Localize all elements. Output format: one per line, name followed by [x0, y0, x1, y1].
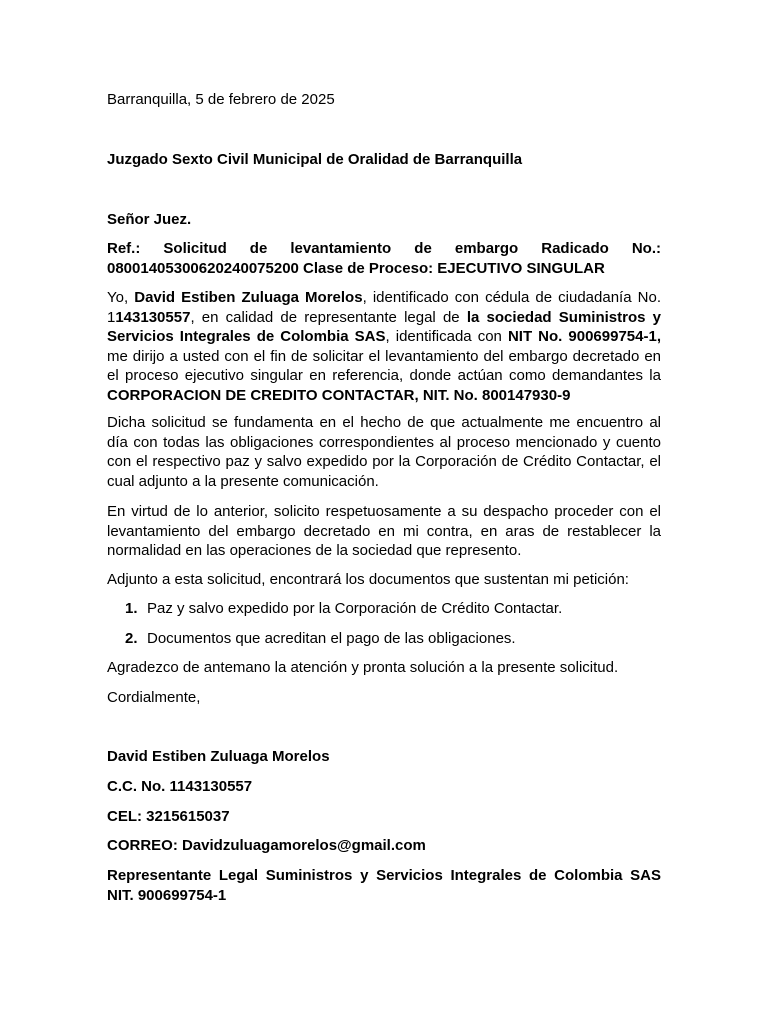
reference-line-1: Ref.: Solicitud de levantamiento de embargo Radicado No.:	[107, 240, 661, 257]
para1-name: David Estiben Zuluaga Morelos	[134, 289, 363, 306]
closing: Cordialmente,	[107, 689, 201, 706]
signature-role-line-1: Representante Legal Suministros y Servicios Integrales de Colombia SAS	[107, 867, 661, 884]
list-text: Paz y salvo expedido por la Corporación de Crédito Contactar.	[147, 600, 563, 617]
reference-line-2: 08001405300620240075200 Clase de Proceso: EJECUTIVO SINGULAR	[107, 259, 605, 277]
para1-plaintiff: CORPORACION DE CREDITO CONTACTAR, NIT. No. 800147930-9	[107, 386, 571, 404]
paragraph-request: En virtud de lo anterior, solicito respetuosamente a su despacho proceder con el levantamiento del embargo decretado en mi contra, en aras de restablecer la normalidad en las operaciones de la sociedad que represento.	[107, 503, 661, 559]
place-date: Barranquilla, 5 de febrero de 2025	[107, 91, 335, 108]
signature-role	[107, 866, 661, 905]
para1-text-2: , identificado con cédula de ciudadanía No. 1	[107, 289, 661, 326]
court-name: Juzgado Sexto Civil Municipal de Oralidad de Barranquilla	[107, 151, 523, 168]
para1-text-3: , en calidad de representante legal de	[190, 308, 467, 326]
paragraph-basis: Dicha solicitud se fundamenta en el hecho de que actualmente me encuentro al día con todas las obligaciones correspondientes al proceso mencionado y cuento con el respectivo paz y salvo expedido por la Corporación de Crédito Contactar, el cual adjunto a la presente comunicación.	[107, 414, 661, 490]
para1-text-1: Yo,	[107, 289, 135, 306]
para1-nit: NIT No. 900699754-1,	[507, 328, 661, 345]
paragraph-thanks: Agradezco de antemano la atención y pronta solución a la presente solicitud.	[107, 659, 619, 676]
para1-text-4: , identificada con	[385, 328, 508, 345]
list-text: Documentos que acreditan el pago de las obligaciones.	[147, 630, 516, 647]
salutation: Señor Juez.	[107, 211, 192, 228]
reference	[107, 239, 661, 278]
list-number: 1.	[125, 600, 138, 617]
paragraph-intro	[107, 288, 661, 405]
paragraph-attachments: Adjunto a esta solicitud, encontrará los documentos que sustentan mi petición:	[107, 571, 629, 588]
para1-company: la sociedad Suministros y Servicios Integrales de Colombia SAS	[107, 308, 661, 345]
signature-email: CORREO: Davidzuluagamorelos@gmail.com	[107, 837, 426, 854]
para1-id-number: 143130557	[115, 308, 191, 326]
list-number: 2.	[125, 630, 138, 647]
signature-name: David Estiben Zuluaga Morelos	[107, 748, 330, 765]
signature-cc: C.C. No. 1143130557	[107, 778, 253, 795]
signature-cel: CEL: 3215615037	[107, 808, 230, 825]
signature-role-line-2: NIT. 900699754-1	[107, 886, 227, 904]
para1-text-5: me dirijo a usted con el fin de solicitar el levantamiento del embargo decretado en el proceso ejecutivo singular en referencia, donde actúan como demandantes la	[107, 347, 661, 384]
